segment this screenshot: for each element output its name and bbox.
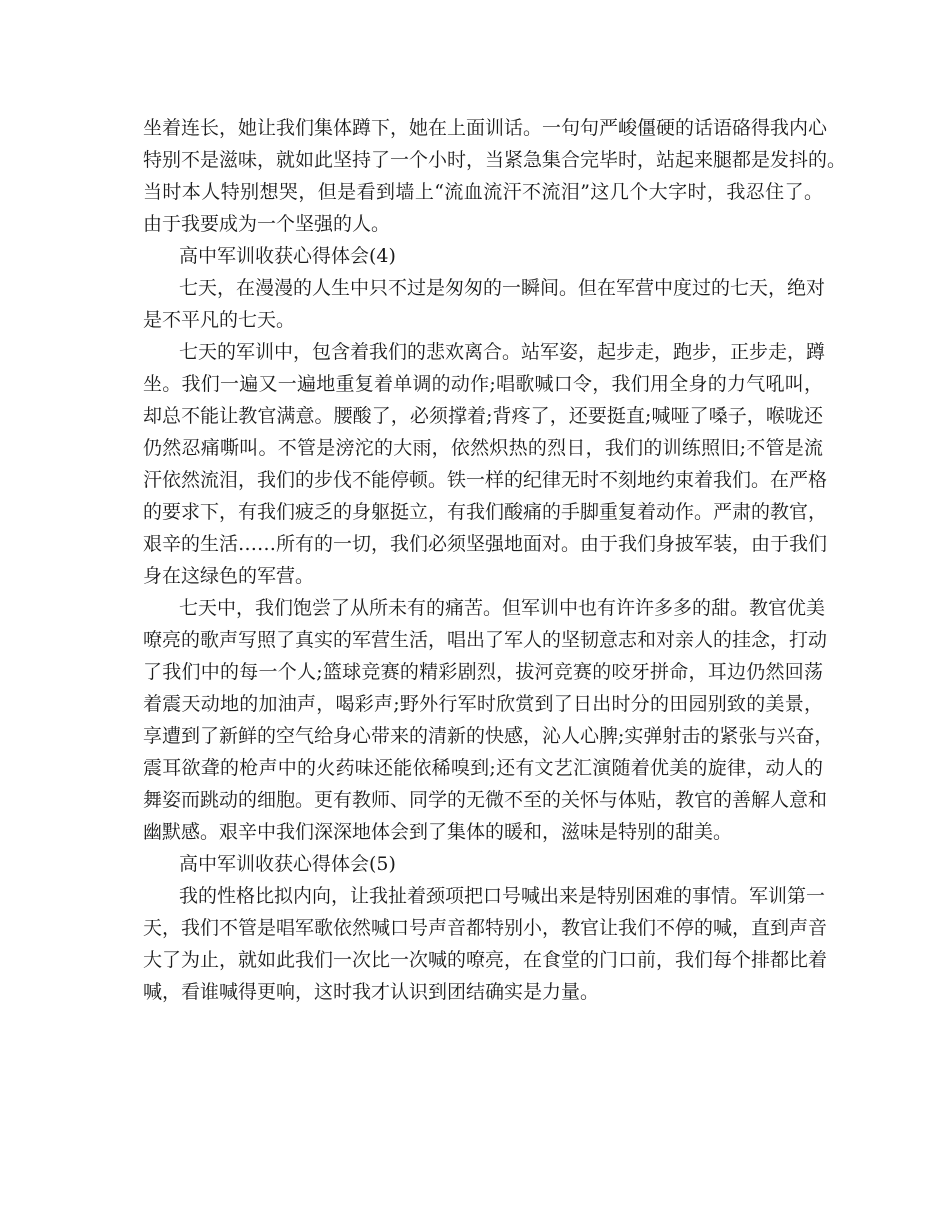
text-line: 坐。我们一遍又一遍地重复着单调的动作;唱歌喊口令，我们用全身的力气吼叫，: [143, 373, 823, 395]
text-line: 由于我要成为一个坚强的人。: [143, 213, 391, 235]
text-line: 仍然忍痛嘶叫。不管是滂沱的大雨，依然炽热的烈日，我们的训练照旧;不管是流: [143, 437, 823, 459]
text-line: 特别不是滋味，就如此坚持了一个小时，当紧急集合完毕时，站起来腿都是发抖的。: [143, 149, 847, 171]
text-line: 是不平凡的七天。: [143, 309, 296, 331]
text-line: 着震天动地的加油声，喝彩声;野外行军时欣赏到了日出时分的田园别致的美景，: [143, 693, 823, 715]
document-body: [143, 112, 847, 1008]
text-line: 震耳欲聋的枪声中的火药味还能依稀嗅到;还有文艺汇演随着优美的旋律，动人的: [143, 757, 823, 779]
section-heading: 高中军训收获心得体会(4): [179, 245, 396, 267]
text-line: 艰辛的生活……所有的一切，我们必须坚强地面对。由于我们身披军装，由于我们: [143, 533, 828, 555]
text-line: 的要求下，有我们疲乏的身躯挺立，有我们酸痛的手脚重复着动作。严肃的教官，: [143, 501, 828, 523]
paragraph-first-line: 七天，在漫漫的人生中只不过是匆匆的一瞬间。但在军营中度过的七天，绝对: [179, 277, 826, 299]
text-line: 嘹亮的歌声写照了真实的军营生活，唱出了军人的坚韧意志和对亲人的挂念，打动: [143, 629, 828, 651]
text-line: 天，我们不管是唱军歌依然喊口号声音都特别小，教官让我们不停的喊，直到声音: [143, 917, 828, 939]
text-line: 却总不能让教官满意。腰酸了，必须撑着;背疼了，还要挺直;喊哑了嗓子，喉咙还: [143, 405, 823, 427]
text-line: 身在这绿色的军营。: [143, 565, 315, 587]
text-line: 幽默感。艰辛中我们深深地体会到了集体的暖和，滋味是特别的甜美。: [143, 821, 733, 843]
paragraph-first-line: 七天中，我们饱尝了从所未有的痛苦。但军训中也有许许多多的甜。教官优美: [179, 597, 826, 619]
text-line: 享遭到了新鲜的空气给身心带来的清新的快感，沁人心脾;实弹射击的紧张与兴奋，: [143, 725, 834, 747]
text-line: 坐着连长，她让我们集体蹲下，她在上面训话。一句句严峻僵硬的话语硌得我内心: [143, 117, 828, 139]
text-line: 汗依然流泪，我们的步伐不能停顿。铁一样的纪律无时不刻地约束着我们。在严格: [143, 469, 828, 491]
text-line: 喊，看谁喊得更响，这时我才认识到团结确实是力量。: [143, 981, 600, 1003]
section-heading: 高中军训收获心得体会(5): [179, 853, 396, 875]
text-line: 当时本人特别想哭，但是看到墙上“流血流汗不流泪”这几个大字时，我忍住了。: [143, 181, 823, 203]
paragraph-first-line: 我的性格比拟内向，让我扯着颈项把口号喊出来是特别困难的事情。军训第一: [179, 885, 826, 907]
text-line: 大了为止，就如此我们一次比一次喊的嘹亮，在食堂的门口前，我们每个排都比着: [143, 949, 828, 971]
text-line: 舞姿而跳动的细胞。更有教师、同学的无微不至的关怀与体贴，教官的善解人意和: [143, 789, 828, 811]
paragraph-first-line: 七天的军训中，包含着我们的悲欢离合。站军姿，起步走，跑步，正步走，蹲: [179, 341, 826, 363]
text-line: 了我们中的每一个人;篮球竞赛的精彩剧烈，拔河竞赛的咬牙拼命，耳边仍然回荡: [143, 661, 823, 683]
